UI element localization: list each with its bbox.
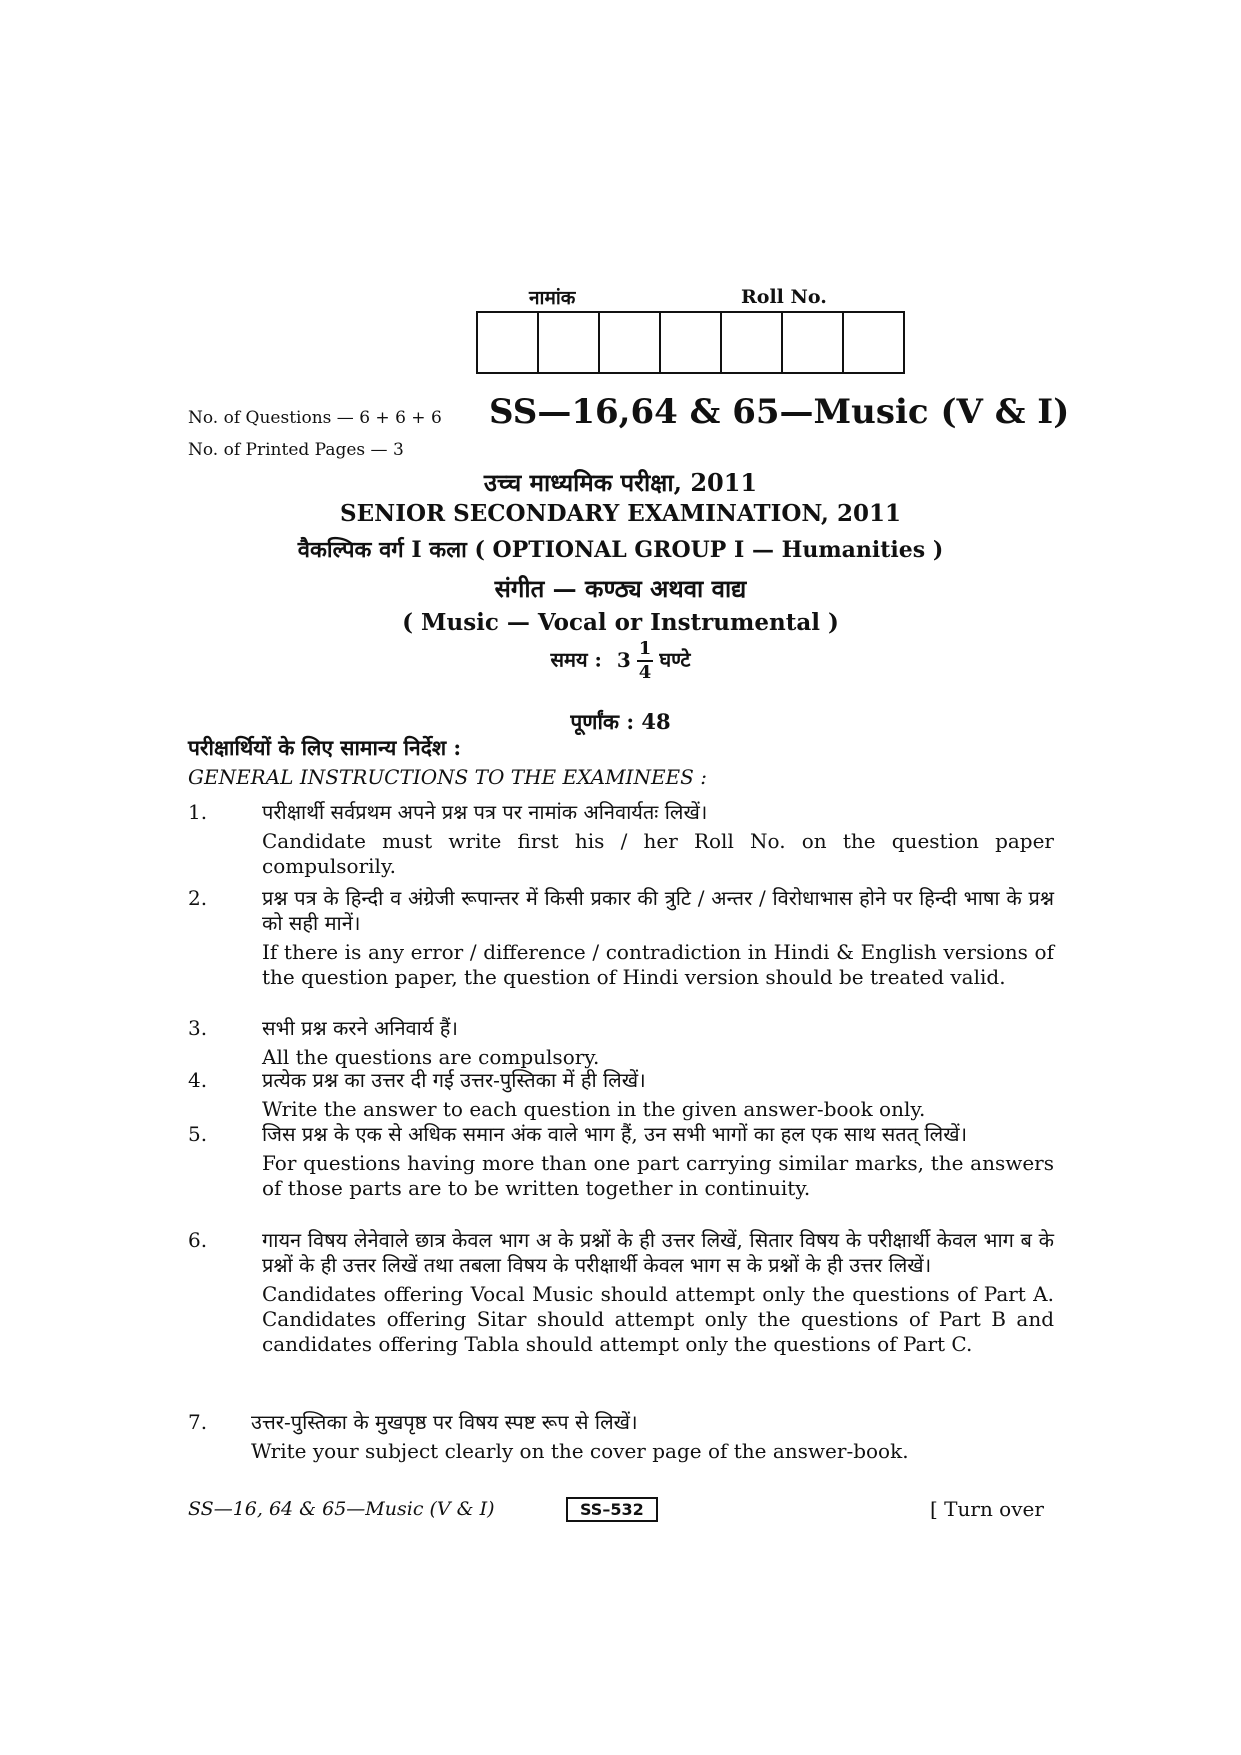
instruction-hindi: प्रश्न पत्र के हिन्दी व अंग्रेजी रूपान्तर में किसी प्रकार की त्रुटि / अन्तर / विरोधाभास होने पर हिन्दी भाषा के प्रश्न को सही मानें। — [262, 886, 1054, 935]
time-unit: घण्टे — [659, 647, 691, 672]
max-marks: पूर्णांक : 48 — [570, 709, 671, 734]
instruction-number: 3. — [188, 1016, 208, 1040]
instruction-number: 5. — [188, 1122, 208, 1146]
roll-label-english: Roll No. — [741, 286, 827, 308]
instruction-english: For questions having more than one part carrying similar marks, the answers of those parts are to be written together in continuity. — [262, 1151, 1054, 1200]
turn-over: [ Turn over — [930, 1497, 1044, 1521]
instruction-english: All the questions are compulsory. — [262, 1045, 600, 1069]
instruction-item — [188, 1228, 1054, 1357]
roll-box[interactable] — [600, 313, 661, 372]
instruction-english: Candidates offering Vocal Music should attempt only the questions of Part A. Candidates offering Sitar should attempt only the questions of Part B and candidates offering Tabla should attempt only the questions of Part C. — [262, 1282, 1054, 1356]
time-fraction-numerator: 1 — [637, 640, 654, 662]
subject-code: SS—16,64 & 65—Music (V & I) — [489, 392, 1070, 432]
number-of-questions: No. of Questions — 6 + 6 + 6 — [188, 408, 442, 428]
time-fraction-denominator: 4 — [638, 662, 652, 683]
time-fraction — [637, 640, 654, 682]
time-whole: 3 — [616, 647, 631, 672]
roll-box[interactable] — [539, 313, 600, 372]
exam-title-hindi: उच्च माध्यमिक परीक्षा, 2011 — [483, 468, 758, 497]
instruction-number: 2. — [188, 886, 208, 910]
instruction-number: 1. — [188, 800, 208, 824]
instruction-hindi: उत्तर-पुस्तिका के मुखपृष्ठ पर विषय स्पष्ट रूप से लिखें। — [251, 1410, 638, 1434]
instructions-heading-english: GENERAL INSTRUCTIONS TO THE EXAMINEES : — [188, 765, 707, 789]
exam-title-english: SENIOR SECONDARY EXAMINATION, 2011 — [340, 500, 901, 527]
instruction-item — [188, 1410, 1054, 1464]
subject-hindi: संगीत — कण्ठ्य अथवा वाद्य — [494, 574, 747, 603]
footer-subject: SS—16, 64 & 65—Music (V & I) — [188, 1498, 495, 1520]
subject-english: ( Music — Vocal or Instrumental ) — [402, 609, 839, 636]
time-allowed — [0, 640, 1241, 682]
instruction-hindi: परीक्षार्थी सर्वप्रथम अपने प्रश्न पत्र पर नामांक अनिवार्यतः लिखें। — [262, 800, 708, 824]
instruction-item — [188, 886, 1054, 990]
time-label: समय : — [550, 647, 602, 672]
footer-paper-code: SS–532 — [566, 1497, 658, 1522]
roll-box[interactable] — [478, 313, 539, 372]
instruction-english: Write your subject clearly on the cover page of the answer-book. — [251, 1439, 909, 1463]
roll-box[interactable] — [661, 313, 722, 372]
instruction-hindi: सभी प्रश्न करने अनिवार्य हैं। — [262, 1016, 459, 1040]
instruction-item — [188, 1122, 1054, 1201]
roll-box[interactable] — [783, 313, 844, 372]
instruction-english: Write the answer to each question in the given answer-book only. — [262, 1097, 926, 1121]
roll-label-hindi: नामांक — [529, 287, 576, 309]
instruction-item — [188, 800, 1054, 879]
instructions-heading-hindi: परीक्षार्थियों के लिए सामान्य निर्देश : — [188, 735, 462, 760]
instruction-item — [188, 1068, 1054, 1122]
instruction-english: Candidate must write first his / her Roll No. on the question paper compulsorily. — [262, 829, 1054, 878]
instruction-item — [188, 1016, 1054, 1070]
instruction-hindi: गायन विषय लेनेवाले छात्र केवल भाग अ के प्रश्नों के ही उत्तर लिखें, सितार विषय के परीक्षार्थी केवल भाग ब के प्रश्नों के ही उत्तर लिखें तथा तबला विषय के परीक्षार्थी केवल भाग स के प्रश्नों के ही उत्तर लिखें। — [262, 1228, 1054, 1277]
roll-number-boxes — [476, 311, 905, 374]
roll-box[interactable] — [722, 313, 783, 372]
instruction-number: 6. — [188, 1228, 208, 1252]
instruction-number: 4. — [188, 1068, 208, 1092]
roll-box[interactable] — [844, 313, 903, 372]
instruction-number: 7. — [188, 1410, 208, 1434]
optional-group: वैकल्पिक वर्ग I कला ( OPTIONAL GROUP I — Humanities ) — [297, 537, 944, 563]
number-of-pages: No. of Printed Pages — 3 — [188, 440, 404, 460]
instruction-english: If there is any error / difference / contradiction in Hindi & English versions of the question paper, the question of Hindi version should be treated valid. — [262, 940, 1054, 989]
instruction-hindi: प्रत्येक प्रश्न का उत्तर दी गई उत्तर-पुस्तिका में ही लिखें। — [262, 1068, 646, 1092]
instruction-hindi: जिस प्रश्न के एक से अधिक समान अंक वाले भाग हैं, उन सभी भागों का हल एक साथ सतत् लिखें। — [262, 1122, 968, 1146]
